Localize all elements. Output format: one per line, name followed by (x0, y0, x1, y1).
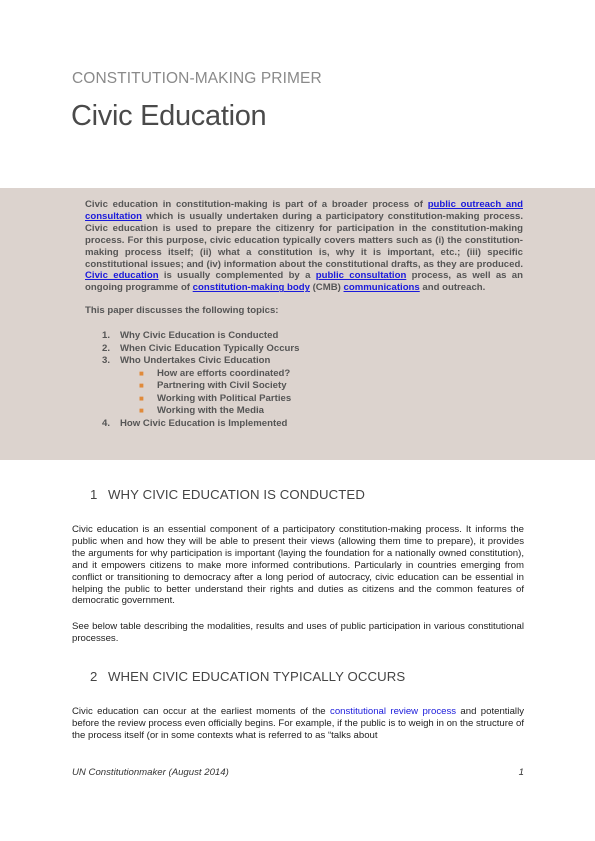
footer-source: UN Constitutionmaker (August 2014) (72, 767, 229, 778)
link-civic-education[interactable]: Civic education (85, 270, 159, 282)
section2-paragraph-1 (72, 706, 524, 742)
section2-text-b: and potentially before the review process even officially begins. For example, if the public is to weigh in on the structure of the process itself (or in some contexts what is referred to as “talks about (72, 706, 524, 741)
topic-number: 1. (102, 330, 111, 342)
section-heading-text: WHEN CIVIC EDUCATION TYPICALLY OCCURS (108, 669, 406, 684)
topic-label: Who Undertakes Civic Education (120, 355, 271, 367)
subtopic-item (85, 380, 523, 393)
summary-text-4: process, as well as an ongoing programme of (85, 270, 523, 294)
link-public-outreach[interactable]: public outreach and consultation (85, 199, 523, 222)
subtopic-item (85, 368, 523, 381)
summary-text-6: and outreach. (419, 282, 486, 294)
subtopic-label: Working with Political Parties (157, 392, 292, 404)
subtopic-label: How are efforts coordinated? (157, 367, 291, 379)
subtopic-label: Partnering with Civil Society (157, 380, 287, 392)
topic-item (85, 330, 523, 343)
summary-text-1: Civic education in constitution-making is part of a broader process of (85, 199, 428, 210)
topic-label: Why Civic Education is Conducted (120, 330, 279, 342)
topic-item (85, 355, 523, 418)
topic-item (85, 343, 523, 356)
topic-label: When Civic Education Typically Occurs (120, 342, 300, 354)
topic-number: 4. (102, 417, 111, 429)
section1-paragraph-1: Civic education is an essential component of a participatory constitution-making process. It informs the public when and how they will be able to present their views (allowing them time to prepare), it provides the arguments for why participation is important (laying the foundation for a nationally owned constitution), and it empowers citizens to make more informed contributions. Particularly in countries emerging from conflict or transitioning to democracy after a long period of autocracy, civic education can be essential in helping the public to better understand their rights and duties as citizens and the common features of democratic government. (72, 524, 524, 607)
summary-paragraph (85, 199, 523, 294)
topics-intro: This paper discusses the following topics: (85, 305, 279, 317)
subtopic-label: Working with the Media (157, 405, 264, 417)
section-number: 1 (90, 487, 98, 502)
page-footer (72, 767, 524, 778)
square-bullet-icon: ■ (139, 393, 144, 403)
section-heading-text: WHY CIVIC EDUCATION IS CONDUCTED (108, 487, 365, 502)
subtopic-item (85, 405, 523, 418)
topic-item (85, 418, 523, 431)
summary-text-3: is usually complemented by a (158, 270, 316, 282)
section2-text-a: Civic education can occur at the earliest moments of the (72, 706, 331, 717)
link-public-consultation[interactable]: public consultation (315, 270, 407, 282)
subtopics-list (85, 368, 523, 418)
page-number: 1 (518, 767, 524, 778)
topics-list (85, 330, 523, 430)
summary-box (0, 188, 595, 460)
link-communications[interactable]: communications (343, 282, 420, 294)
topic-number: 2. (102, 342, 111, 354)
section-heading-1 (90, 487, 365, 502)
square-bullet-icon: ■ (139, 406, 144, 416)
summary-text-2: which is usually undertaken during a participatory constitution-making process. Civic education is used to prepare the citizenry for participation in the constitution-making process. For this purpose, civic education typically covers matters such as (i) the constitution-making process itself; (ii) what a constitution is, why it is important, etc.; (iii) specific constitutional issues; and (iv) information about the constitutional drafts, as they are produced. (85, 210, 523, 270)
section1-paragraph-2: See below table describing the modalities, results and uses of public participation in various constitutional processes. (72, 621, 524, 644)
summary-text-5: (CMB) (309, 282, 344, 294)
page-title: Civic Education (71, 100, 267, 132)
link-constitutional-review-process[interactable]: constitutional review process (330, 706, 457, 717)
subtopic-item (85, 393, 523, 406)
square-bullet-icon: ■ (139, 368, 144, 378)
topic-number: 3. (102, 355, 111, 367)
link-constitution-making-body[interactable]: constitution-making body (192, 282, 310, 294)
topic-label: How Civic Education is Implemented (120, 417, 288, 429)
summary-content (85, 199, 523, 430)
section-number: 2 (90, 669, 98, 684)
primer-label: CONSTITUTION-MAKING PRIMER (72, 70, 322, 87)
square-bullet-icon: ■ (139, 381, 144, 391)
section-heading-2 (90, 669, 405, 684)
